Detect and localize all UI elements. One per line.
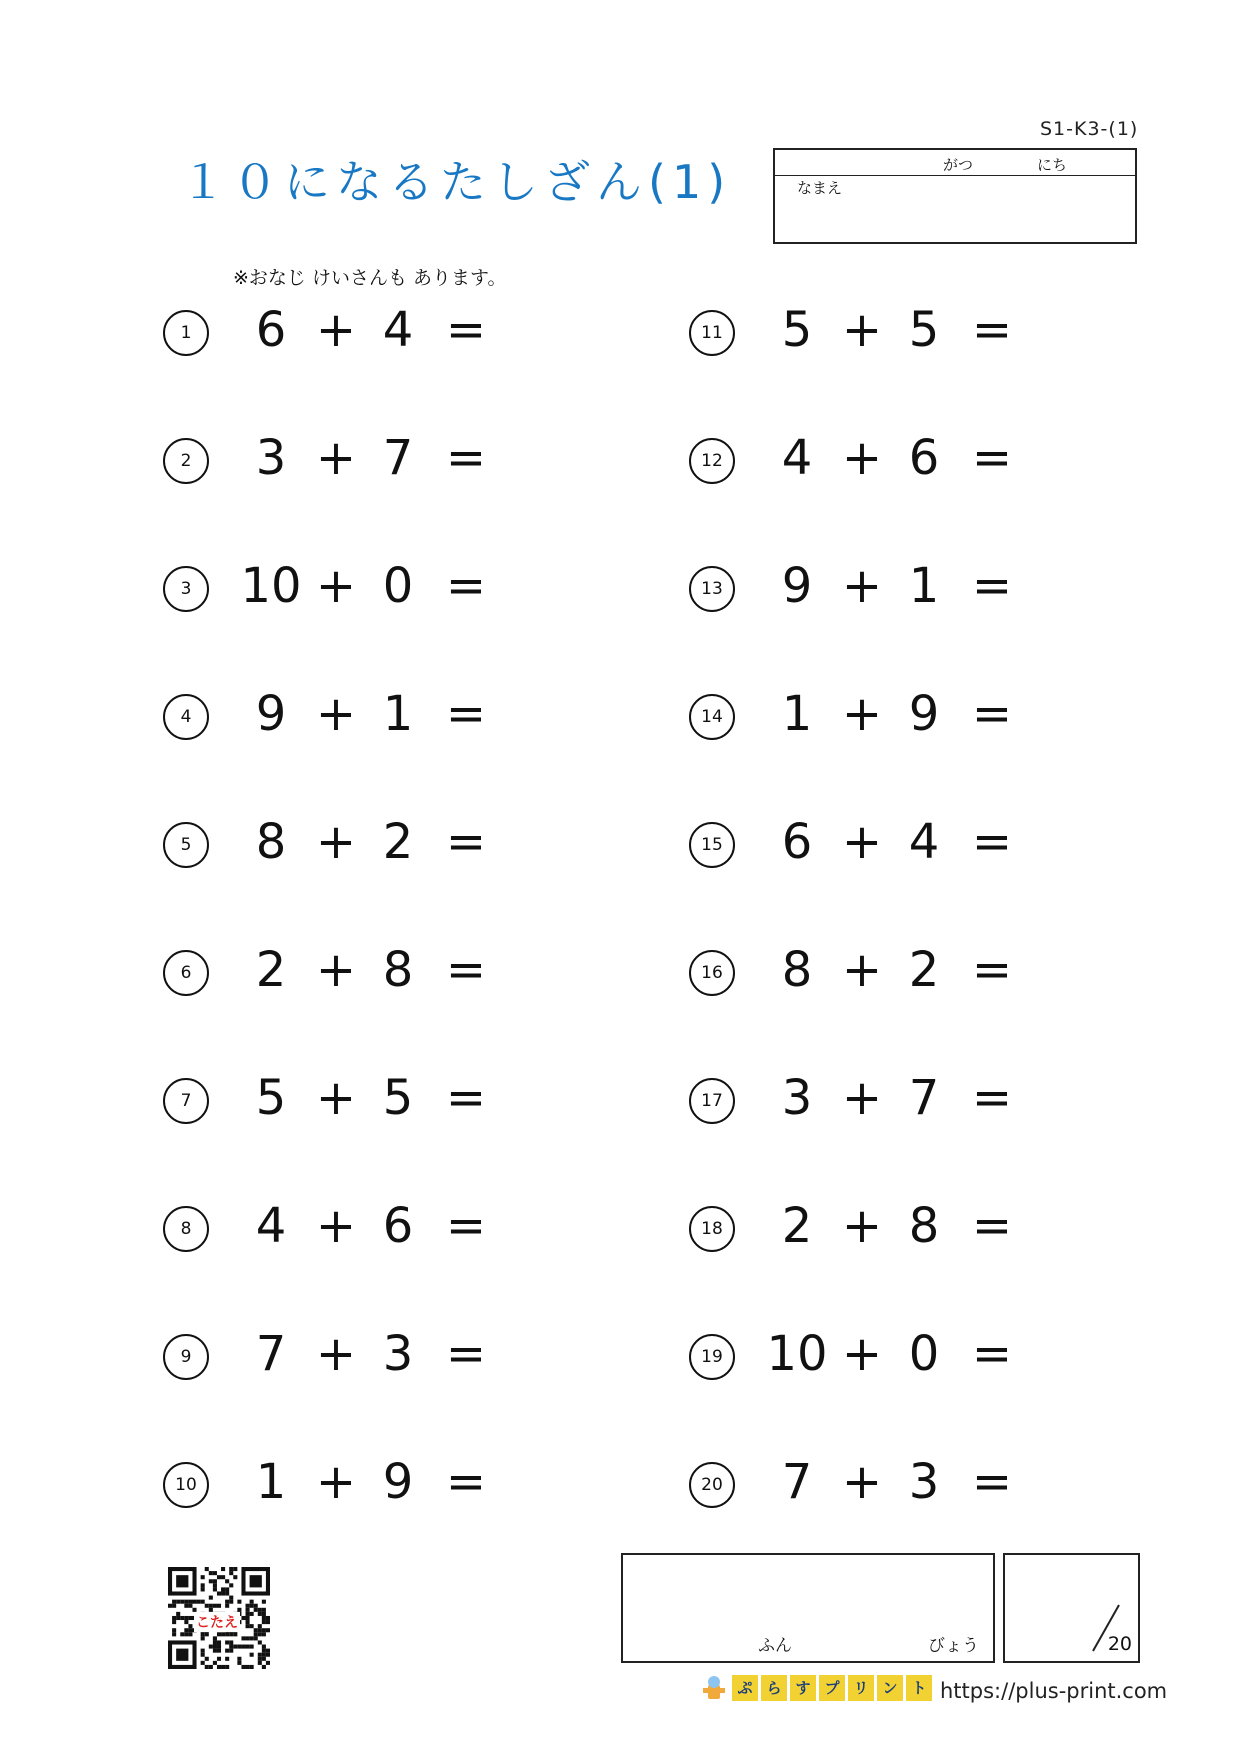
addend-1: 2: [255, 942, 287, 998]
equals-sign: =: [971, 1070, 1013, 1126]
addend-1: 10: [240, 558, 302, 614]
time-box: [621, 1553, 995, 1663]
plus-sign: +: [315, 1454, 357, 1510]
problem-number: 18: [689, 1206, 735, 1252]
addend-2: 6: [382, 1198, 414, 1254]
addend-2: 1: [908, 558, 940, 614]
problem-number: 14: [689, 694, 735, 740]
name-date-box: [773, 148, 1137, 244]
addend-2: 2: [382, 814, 414, 870]
equals-sign: =: [445, 814, 487, 870]
addend-2: 0: [382, 558, 414, 614]
equals-sign: =: [445, 1070, 487, 1126]
score-box: [1003, 1553, 1140, 1663]
equals-sign: =: [445, 942, 487, 998]
addend-2: 4: [382, 302, 414, 358]
plus-sign: +: [841, 1198, 883, 1254]
seconds-label: びょう: [928, 1636, 979, 1656]
addend-2: 6: [908, 430, 940, 486]
addend-1: 5: [781, 302, 813, 358]
logo-icon: [700, 1675, 728, 1707]
plus-sign: +: [315, 1198, 357, 1254]
equals-sign: =: [971, 558, 1013, 614]
addend-1: 3: [781, 1070, 813, 1126]
addend-2: 0: [908, 1326, 940, 1382]
equals-sign: =: [971, 302, 1013, 358]
plus-sign: +: [841, 1070, 883, 1126]
logo-wordmark: [732, 1675, 935, 1701]
plus-sign: +: [841, 686, 883, 742]
addend-2: 5: [908, 302, 940, 358]
addend-2: 7: [908, 1070, 940, 1126]
logo-char: リ: [848, 1675, 874, 1701]
problem-number: 1: [163, 310, 209, 356]
addend-2: 8: [908, 1198, 940, 1254]
problem-number: 19: [689, 1334, 735, 1380]
problem-number: 2: [163, 438, 209, 484]
problem-number: 11: [689, 310, 735, 356]
addend-1: 5: [255, 1070, 287, 1126]
problem-number: 12: [689, 438, 735, 484]
addend-1: 4: [781, 430, 813, 486]
plus-sign: +: [315, 1326, 357, 1382]
name-box-divider: [775, 175, 1135, 176]
addend-1: 2: [781, 1198, 813, 1254]
problem-number: 10: [163, 1462, 209, 1508]
equals-sign: =: [971, 1326, 1013, 1382]
worksheet-code: S1-K3-(1): [1040, 118, 1139, 140]
problem-number: 16: [689, 950, 735, 996]
equals-sign: =: [971, 1454, 1013, 1510]
score-total: 20: [1107, 1633, 1132, 1655]
site-url[interactable]: https://plus-print.com: [940, 1679, 1168, 1703]
equals-sign: =: [971, 942, 1013, 998]
name-label: なまえ: [797, 179, 843, 197]
addend-1: 4: [255, 1198, 287, 1254]
problem-number: 17: [689, 1078, 735, 1124]
logo-char: ン: [877, 1675, 903, 1701]
addend-1: 9: [781, 558, 813, 614]
equals-sign: =: [445, 1454, 487, 1510]
addend-2: 2: [908, 942, 940, 998]
addend-1: 7: [255, 1326, 287, 1382]
logo-char: プ: [819, 1675, 845, 1701]
addend-1: 1: [781, 686, 813, 742]
problem-number: 7: [163, 1078, 209, 1124]
addend-2: 3: [908, 1454, 940, 1510]
plus-sign: +: [841, 302, 883, 358]
addend-1: 1: [255, 1454, 287, 1510]
plus-sign: +: [315, 558, 357, 614]
plus-sign: +: [315, 814, 357, 870]
addend-1: 8: [255, 814, 287, 870]
equals-sign: =: [445, 1198, 487, 1254]
addend-1: 9: [255, 686, 287, 742]
addend-2: 9: [382, 1454, 414, 1510]
plus-sign: +: [841, 1454, 883, 1510]
addend-2: 7: [382, 430, 414, 486]
addend-2: 9: [908, 686, 940, 742]
plus-sign: +: [315, 942, 357, 998]
addend-1: 3: [255, 430, 287, 486]
plus-sign: +: [315, 686, 357, 742]
problem-number: 4: [163, 694, 209, 740]
page-title: １０になるたしざん(1): [180, 155, 732, 209]
plus-sign: +: [315, 1070, 357, 1126]
plus-sign: +: [841, 814, 883, 870]
logo-char: ぷ: [732, 1675, 758, 1701]
logo-char: す: [790, 1675, 816, 1701]
equals-sign: =: [971, 1198, 1013, 1254]
problem-number: 9: [163, 1334, 209, 1380]
problem-number: 15: [689, 822, 735, 868]
problem-number: 8: [163, 1206, 209, 1252]
plus-sign: +: [841, 942, 883, 998]
equals-sign: =: [971, 686, 1013, 742]
equals-sign: =: [445, 558, 487, 614]
logo-char: ら: [761, 1675, 787, 1701]
addend-1: 8: [781, 942, 813, 998]
equals-sign: =: [445, 430, 487, 486]
plus-sign: +: [315, 302, 357, 358]
plus-sign: +: [315, 430, 357, 486]
qr-label: こたえ: [194, 1612, 240, 1632]
month-label: がつ: [943, 156, 974, 174]
addend-2: 8: [382, 942, 414, 998]
equals-sign: =: [445, 686, 487, 742]
addend-2: 1: [382, 686, 414, 742]
addend-1: 10: [766, 1326, 828, 1382]
equals-sign: =: [445, 302, 487, 358]
problem-number: 5: [163, 822, 209, 868]
answer-qr-code[interactable]: [168, 1567, 270, 1669]
note-text: ※おなじ けいさんも あります。: [233, 267, 507, 289]
addend-1: 6: [781, 814, 813, 870]
plus-sign: +: [841, 430, 883, 486]
addend-2: 5: [382, 1070, 414, 1126]
problem-number: 20: [689, 1462, 735, 1508]
plus-sign: +: [841, 1326, 883, 1382]
problem-number: 3: [163, 566, 209, 612]
equals-sign: =: [445, 1326, 487, 1382]
logo-char: ト: [906, 1675, 932, 1701]
addend-1: 6: [255, 302, 287, 358]
plus-sign: +: [841, 558, 883, 614]
day-label: にち: [1037, 156, 1068, 174]
equals-sign: =: [971, 430, 1013, 486]
problem-number: 6: [163, 950, 209, 996]
addend-1: 7: [781, 1454, 813, 1510]
addend-2: 4: [908, 814, 940, 870]
equals-sign: =: [971, 814, 1013, 870]
minutes-label: ふん: [758, 1636, 792, 1656]
problem-number: 13: [689, 566, 735, 612]
addend-2: 3: [382, 1326, 414, 1382]
